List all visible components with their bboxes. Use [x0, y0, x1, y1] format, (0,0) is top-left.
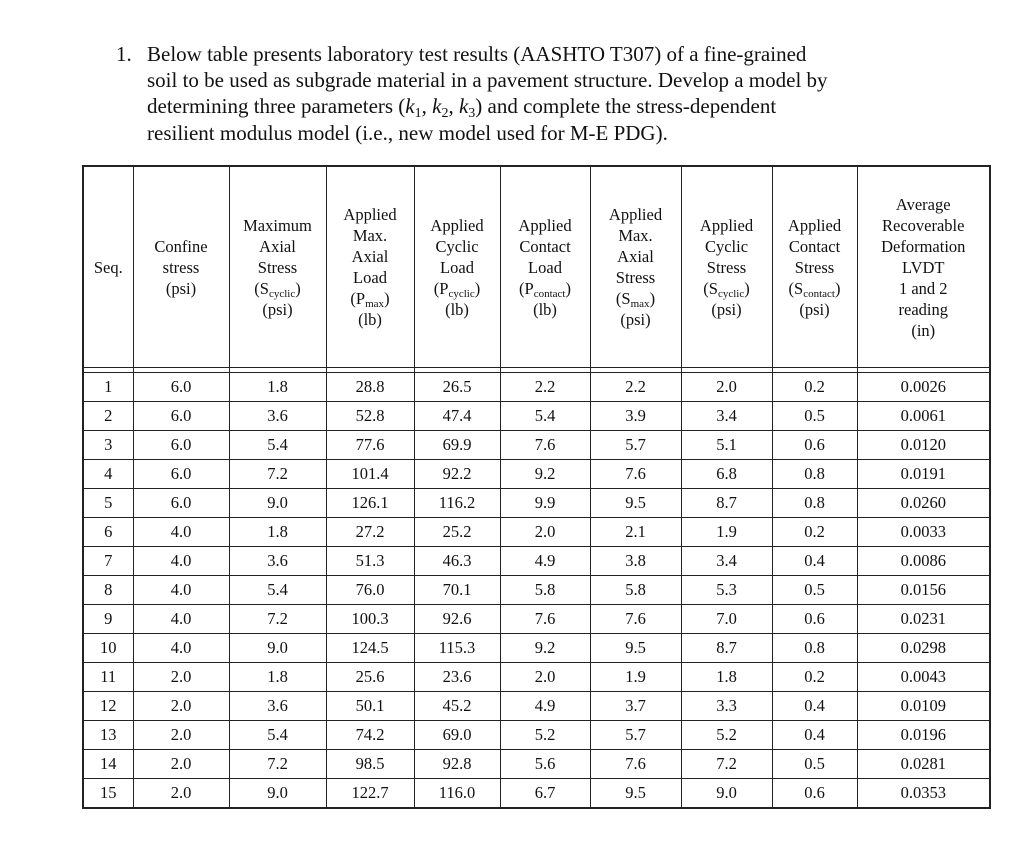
header-text-line: Max. [618, 226, 653, 245]
question-line-4: resilient modulus model (i.e., new model used for M-E PDG). [147, 120, 668, 145]
header-text-line: Max. [352, 226, 388, 245]
data-cell: 0.0033 [857, 518, 990, 547]
header-unit: (lb) [533, 299, 557, 319]
data-cell: 0.4 [772, 721, 857, 750]
data-cell: 4.0 [133, 634, 229, 663]
data-cell: 0.0196 [857, 721, 990, 750]
header-text-line: Load [440, 257, 474, 277]
column-header-10 [857, 166, 990, 368]
data-cell: 1.8 [229, 373, 326, 402]
seq-cell: 2 [83, 402, 133, 431]
header-symbol: P [524, 278, 534, 298]
data-cell: 2.0 [500, 663, 590, 692]
data-cell: 0.0043 [857, 663, 990, 692]
data-cell: 126.1 [326, 489, 414, 518]
header-symbol: S [794, 278, 804, 298]
header-text-line: Contact [788, 236, 841, 256]
paren-close: ) [744, 278, 750, 298]
header-unit: (psi) [262, 299, 293, 319]
data-cell: 5.6 [500, 750, 590, 779]
header-text-line: Cyclic [435, 236, 479, 256]
data-cell: 5.8 [500, 576, 590, 605]
data-cell: 0.0120 [857, 431, 990, 460]
seq-cell: 14 [83, 750, 133, 779]
data-cell: 1.8 [229, 518, 326, 547]
header-text-line: Applied [608, 205, 663, 224]
header-symbol-subscript: contact [803, 287, 835, 300]
paren-close: ) [834, 278, 841, 298]
data-cell: 9.0 [229, 489, 326, 518]
data-cell: 5.4 [500, 402, 590, 431]
paren-close: ) [295, 278, 301, 298]
data-cell: 0.0086 [857, 547, 990, 576]
data-cell: 101.4 [326, 460, 414, 489]
data-cell: 4.0 [133, 576, 229, 605]
data-cell: 0.0281 [857, 750, 990, 779]
line3-sep-2: , [448, 94, 459, 119]
table-row [83, 431, 990, 460]
paren-close: ) [649, 289, 656, 308]
data-cell: 6.7 [500, 779, 590, 809]
data-cell: 47.4 [414, 402, 500, 431]
data-cell: 25.2 [414, 518, 500, 547]
data-cell: 69.0 [414, 721, 500, 750]
data-cell: 6.0 [133, 373, 229, 402]
header-text-line: Maximum [243, 215, 312, 235]
data-cell: 115.3 [414, 634, 500, 663]
table-row [83, 605, 990, 634]
data-cell: 9.0 [681, 779, 772, 809]
data-cell: 3.7 [590, 692, 681, 721]
header-text-line: 1 and 2 [898, 278, 948, 298]
header-text-line: Cyclic [704, 236, 749, 256]
table-row [83, 779, 990, 809]
data-cell: 2.2 [500, 373, 590, 402]
paren-open: ( [350, 289, 356, 308]
data-cell: 69.9 [414, 431, 500, 460]
header-symbol-subscript: max [365, 298, 385, 310]
data-cell: 3.6 [229, 547, 326, 576]
data-cell: 7.2 [681, 750, 772, 779]
table-row [83, 663, 990, 692]
data-cell: 5.1 [681, 431, 772, 460]
header-symbol-line [415, 278, 500, 299]
seq-cell: 11 [83, 663, 133, 692]
data-cell: 28.8 [326, 373, 414, 402]
data-cell: 7.6 [500, 431, 590, 460]
data-cell: 23.6 [414, 663, 500, 692]
paren-open: ( [254, 278, 260, 298]
data-cell: 3.6 [229, 402, 326, 431]
data-cell: 8.7 [681, 634, 772, 663]
data-cell: 6.0 [133, 460, 229, 489]
header-symbol-subscript: cyclic [268, 287, 296, 300]
header-text-line: Axial [259, 236, 296, 256]
data-cell: 122.7 [326, 779, 414, 809]
data-cell: 9.5 [590, 779, 681, 809]
data-cell: 5.4 [229, 576, 326, 605]
line3-pre: determining three parameters ( [147, 94, 406, 119]
column-header-3 [229, 166, 326, 368]
data-cell: 4.0 [133, 605, 229, 634]
data-cell: 9.0 [229, 779, 326, 809]
data-cell: 0.6 [772, 605, 857, 634]
data-cell: 92.2 [414, 460, 500, 489]
header-text-line: Applied [699, 215, 754, 235]
k-subscript-1: 1 [414, 106, 422, 122]
data-cell: 0.8 [772, 460, 857, 489]
header-text-line: Seq. [93, 257, 123, 277]
header-symbol-subscript: cyclic [717, 287, 745, 300]
data-cell: 45.2 [414, 692, 500, 721]
table-row [83, 721, 990, 750]
column-header-8 [681, 166, 772, 368]
data-cell: 3.6 [229, 692, 326, 721]
header-symbol: P [355, 289, 366, 308]
data-cell: 3.4 [681, 402, 772, 431]
header-text-line: (psi) [165, 278, 197, 298]
data-cell: 70.1 [414, 576, 500, 605]
data-cell: 9.2 [500, 634, 590, 663]
data-cell: 2.0 [133, 721, 229, 750]
data-cell: 3.3 [681, 692, 772, 721]
paren-open: ( [519, 278, 525, 298]
seq-cell: 9 [83, 605, 133, 634]
data-cell: 25.6 [326, 663, 414, 692]
data-cell: 0.2 [772, 373, 857, 402]
k-subscript-2: 2 [441, 106, 449, 122]
data-cell: 0.4 [772, 692, 857, 721]
seq-cell: 12 [83, 692, 133, 721]
paren-open: ( [703, 278, 709, 298]
data-cell: 98.5 [326, 750, 414, 779]
data-cell: 0.0353 [857, 779, 990, 809]
data-cell: 0.2 [772, 663, 857, 692]
column-header-9 [772, 166, 857, 368]
column-header-1 [83, 166, 133, 368]
header-text-line: Stress [615, 268, 656, 287]
k-symbol-3: k [458, 94, 469, 119]
table-row [83, 750, 990, 779]
table-body [83, 373, 990, 809]
data-cell: 2.0 [133, 692, 229, 721]
seq-cell: 15 [83, 779, 133, 809]
header-text-line: Axial [351, 247, 389, 266]
table-row [83, 373, 990, 402]
data-cell: 77.6 [326, 431, 414, 460]
header-symbol-line [501, 278, 590, 299]
header-text-line: Stress [706, 257, 747, 277]
data-cell: 5.7 [590, 721, 681, 750]
k-symbol-1: k [405, 94, 415, 119]
data-cell: 6.0 [133, 489, 229, 518]
header-text-line: stress [162, 257, 200, 277]
data-cell: 2.0 [133, 663, 229, 692]
data-cell: 9.2 [500, 460, 590, 489]
table-row [83, 489, 990, 518]
data-cell: 7.6 [590, 750, 681, 779]
header-text-line: reading [898, 299, 948, 319]
data-cell: 0.0191 [857, 460, 990, 489]
data-cell: 0.0109 [857, 692, 990, 721]
results-table-container [82, 165, 989, 809]
seq-cell: 10 [83, 634, 133, 663]
header-text-line: Load [528, 257, 562, 277]
data-cell: 0.0026 [857, 373, 990, 402]
seq-cell: 7 [83, 547, 133, 576]
data-cell: 0.0260 [857, 489, 990, 518]
data-cell: 7.6 [590, 605, 681, 634]
data-cell: 74.2 [326, 721, 414, 750]
data-cell: 0.6 [772, 779, 857, 809]
line3-sep-1: , [421, 94, 433, 119]
header-symbol: P [439, 278, 449, 298]
seq-cell: 5 [83, 489, 133, 518]
paren-open: ( [788, 278, 795, 298]
k-symbol-2: k [432, 94, 442, 119]
data-cell: 4.9 [500, 692, 590, 721]
data-cell: 51.3 [326, 547, 414, 576]
column-header-7 [590, 166, 681, 368]
data-cell: 27.2 [326, 518, 414, 547]
data-cell: 9.0 [229, 634, 326, 663]
data-cell: 2.0 [681, 373, 772, 402]
seq-cell: 3 [83, 431, 133, 460]
data-cell: 0.8 [772, 489, 857, 518]
data-cell: 0.4 [772, 547, 857, 576]
data-cell: 0.5 [772, 402, 857, 431]
data-cell: 5.2 [500, 721, 590, 750]
data-cell: 4.0 [133, 547, 229, 576]
header-unit: (psi) [620, 310, 651, 329]
data-cell: 7.6 [590, 460, 681, 489]
header-unit: (lb) [445, 299, 469, 319]
header-unit: (psi) [799, 299, 830, 319]
data-cell: 8.7 [681, 489, 772, 518]
paren-close: ) [474, 278, 481, 298]
data-cell: 46.3 [414, 547, 500, 576]
data-cell: 7.2 [229, 605, 326, 634]
data-cell: 4.0 [133, 518, 229, 547]
header-symbol: S [708, 278, 718, 298]
seq-cell: 1 [83, 373, 133, 402]
paren-open: ( [433, 278, 440, 298]
data-cell: 3.4 [681, 547, 772, 576]
data-cell: 52.8 [326, 402, 414, 431]
data-cell: 1.9 [681, 518, 772, 547]
data-cell: 5.8 [590, 576, 681, 605]
seq-cell: 6 [83, 518, 133, 547]
header-text-line: Applied [343, 205, 397, 224]
table-row [83, 547, 990, 576]
paren-close: ) [384, 289, 390, 308]
header-text-line: Applied [787, 215, 842, 235]
header-text-line: Load [353, 268, 387, 287]
data-cell: 7.2 [229, 750, 326, 779]
data-cell: 2.0 [133, 750, 229, 779]
data-cell: 100.3 [326, 605, 414, 634]
data-cell: 0.5 [772, 750, 857, 779]
header-text-line: LVDT [902, 257, 945, 277]
table-row [83, 576, 990, 605]
data-cell: 124.5 [326, 634, 414, 663]
header-symbol-subscript: cyclic [448, 287, 475, 300]
data-cell: 6.0 [133, 431, 229, 460]
header-unit: (psi) [711, 299, 742, 319]
header-symbol-line [591, 288, 681, 309]
data-cell: 116.0 [414, 779, 500, 809]
data-cell: 9.5 [590, 634, 681, 663]
seq-cell: 4 [83, 460, 133, 489]
seq-cell: 13 [83, 721, 133, 750]
data-cell: 5.7 [590, 431, 681, 460]
data-cell: 5.4 [229, 721, 326, 750]
data-cell: 1.8 [681, 663, 772, 692]
paren-close: ) [565, 278, 571, 298]
table-row [83, 460, 990, 489]
data-cell: 9.5 [590, 489, 681, 518]
table-row [83, 634, 990, 663]
data-cell: 3.8 [590, 547, 681, 576]
data-cell: 0.5 [772, 576, 857, 605]
table-row [83, 518, 990, 547]
data-cell: 0.2 [772, 518, 857, 547]
column-header-2 [133, 166, 229, 368]
header-text-line: Applied [518, 215, 572, 235]
data-cell: 2.0 [133, 779, 229, 809]
seq-cell: 8 [83, 576, 133, 605]
header-symbol-subscript: contact [533, 287, 566, 300]
data-cell: 4.9 [500, 547, 590, 576]
question-text [147, 41, 907, 146]
header-symbol-line [230, 278, 326, 299]
question-line-3 [147, 93, 907, 122]
data-cell: 76.0 [326, 576, 414, 605]
header-row [83, 166, 990, 368]
data-cell: 2.0 [500, 518, 590, 547]
data-cell: 116.2 [414, 489, 500, 518]
data-cell: 92.6 [414, 605, 500, 634]
header-symbol-line [682, 278, 772, 299]
header-text-line: Stress [794, 257, 835, 277]
question-line-1: Below table presents laboratory test results (AASHTO T307) of a fine-grained [147, 42, 807, 66]
data-cell: 7.2 [229, 460, 326, 489]
paren-open: ( [615, 289, 622, 308]
data-cell: 2.2 [590, 373, 681, 402]
header-symbol: S [259, 278, 269, 298]
header-text-line: Applied [430, 215, 484, 235]
table-row [83, 402, 990, 431]
k-subscript-3: 3 [468, 106, 476, 122]
data-cell: 6.8 [681, 460, 772, 489]
data-cell: 5.3 [681, 576, 772, 605]
header-text-line: Confine [154, 236, 208, 256]
data-cell: 5.4 [229, 431, 326, 460]
column-header-5 [414, 166, 500, 368]
data-cell: 0.0156 [857, 576, 990, 605]
header-text-line: Stress [257, 257, 298, 277]
header-symbol-line [327, 288, 414, 309]
data-cell: 6.0 [133, 402, 229, 431]
data-cell: 1.8 [229, 663, 326, 692]
data-cell: 0.8 [772, 634, 857, 663]
header-unit: (lb) [358, 310, 382, 329]
data-cell: 3.9 [590, 402, 681, 431]
column-header-6 [500, 166, 590, 368]
results-table [82, 165, 991, 809]
header-text-line: Average [895, 194, 951, 214]
header-text-line: (in) [911, 320, 936, 340]
data-cell: 5.2 [681, 721, 772, 750]
question-line-2: soil to be used as subgrade material in a pavement structure. Develop a model by [147, 68, 828, 93]
data-cell: 9.9 [500, 489, 590, 518]
data-cell: 2.1 [590, 518, 681, 547]
header-symbol-subscript: max [630, 298, 650, 310]
table-row [83, 692, 990, 721]
data-cell: 92.8 [414, 750, 500, 779]
column-header-4 [326, 166, 414, 368]
line3-post: ) and complete the stress-dependent [475, 94, 777, 119]
header-text-line: Deformation [881, 236, 966, 256]
data-cell: 1.9 [590, 663, 681, 692]
data-cell: 7.0 [681, 605, 772, 634]
data-cell: 26.5 [414, 373, 500, 402]
data-cell: 50.1 [326, 692, 414, 721]
header-text-line: Contact [519, 236, 571, 256]
header-symbol: S [621, 289, 631, 308]
header-text-line: Recoverable [882, 215, 965, 235]
data-cell: 0.0061 [857, 402, 990, 431]
data-cell: 7.6 [500, 605, 590, 634]
question-number: 1. [116, 42, 132, 66]
header-symbol-line [773, 278, 857, 299]
data-cell: 0.0298 [857, 634, 990, 663]
data-cell: 0.0231 [857, 605, 990, 634]
header-text-line: Axial [617, 247, 654, 266]
data-cell: 0.6 [772, 431, 857, 460]
